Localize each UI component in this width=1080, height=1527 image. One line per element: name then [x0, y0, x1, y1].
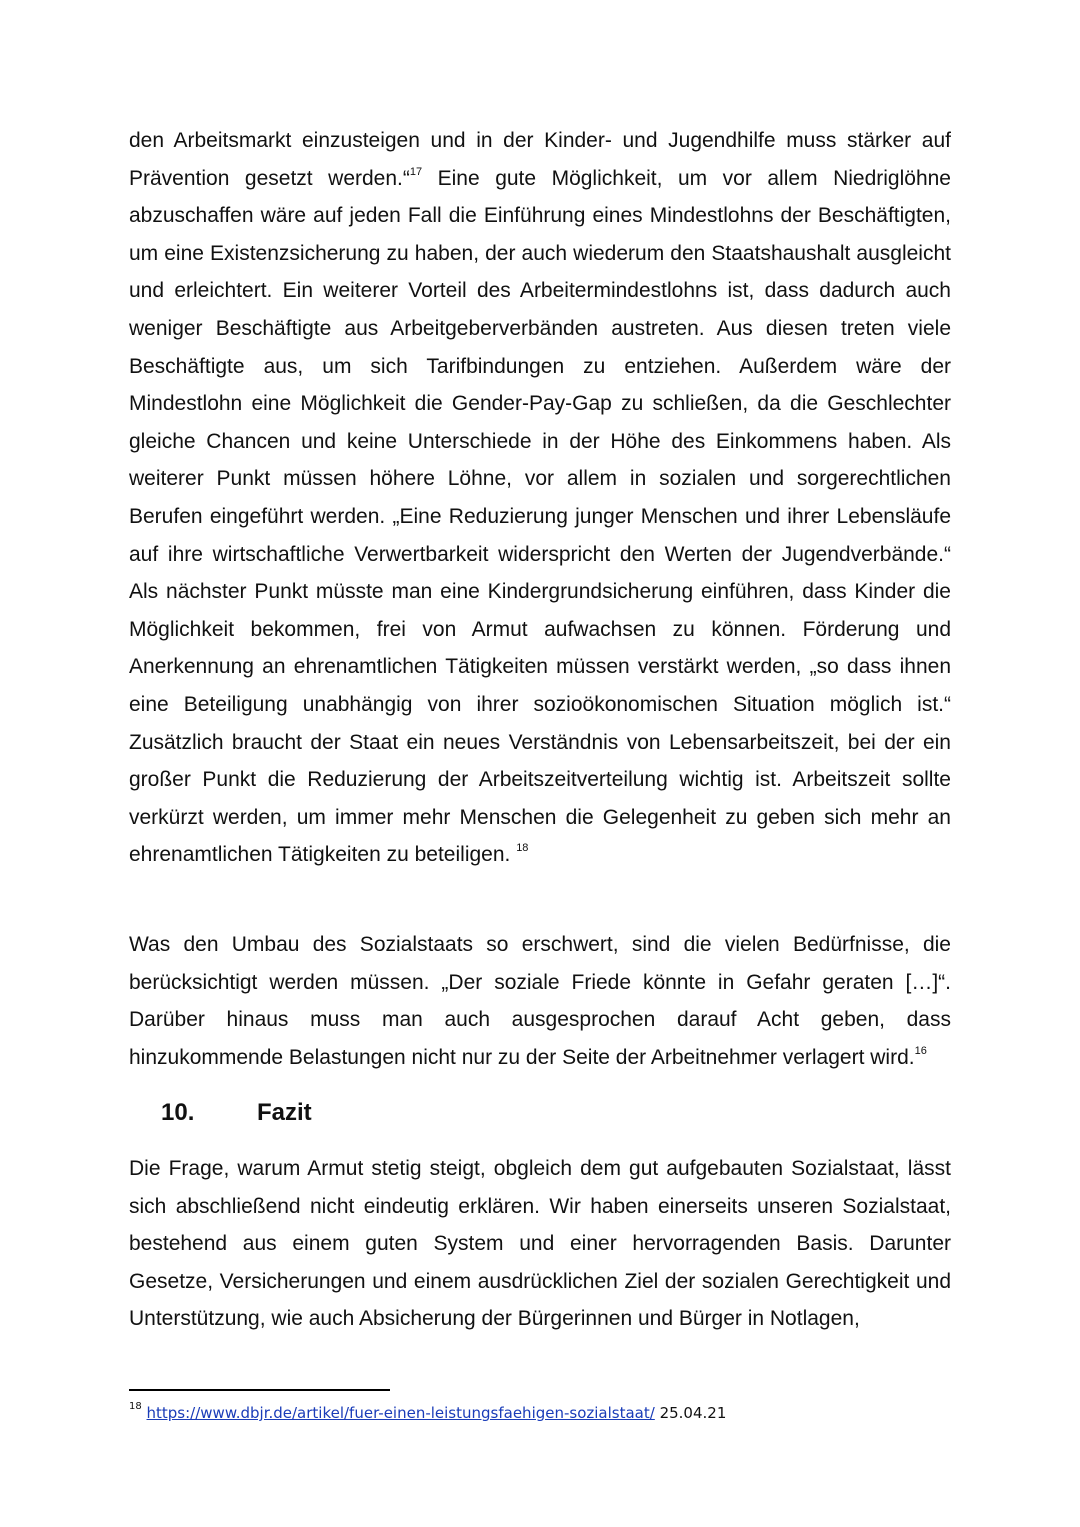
footnote-marker: 16 [914, 1044, 927, 1057]
paragraph-text: Die Frage, warum Armut stetig steigt, obgleich dem gut aufgebauten Sozialstaat, lässt sich abschließend nicht eindeutig erklären. Wir haben einerseits unseren Sozialstaat, bestehend aus einem guten System und einer hervorragenden Basis. Darunter Gesetze, Versicherungen und einem ausdrücklichen Ziel der sozialen Gerechtigkeit und Unterstützung, wie auch Absicherung der Bürgerinnen und Bürger in Notlagen, [129, 1157, 951, 1331]
footnote [129, 1400, 726, 1426]
section-heading [161, 1094, 312, 1132]
footnote-link[interactable]: https://www.dbjr.de/artikel/fuer-einen-leistungsfaehigen-sozialstaat/ [146, 1404, 655, 1422]
section-number: 10. [161, 1099, 195, 1126]
section-title: Fazit [257, 1099, 312, 1126]
paragraph-text: den Arbeitsmarkt einzusteigen und in der Kinder- und Jugendhilfe muss stärker auf Prävention gesetzt werden.“ [129, 129, 951, 190]
body-paragraph-restructuring [129, 926, 951, 1076]
body-paragraph-minimum-wage [129, 122, 951, 874]
footnote-divider [129, 1389, 390, 1391]
footnote-marker: 18 [516, 842, 529, 855]
footnote-number: 18 [129, 1401, 142, 1412]
body-paragraph-conclusion [129, 1150, 951, 1338]
footnote-marker: 17 [409, 165, 423, 178]
paragraph-text: Was den Umbau des Sozialstaats so erschwert, sind die vielen Bedürfnisse, die berücksichtigt werden müssen. „Der soziale Friede könnte in Gefahr geraten […]“. Darüber hinaus muss man auch ausgesprochen darauf Acht geben, dass hinzukommende Belastungen nicht nur zu der Seite der Arbeitnehmer verlagert wird. [129, 933, 951, 1069]
footnote-date: 25.04.21 [654, 1404, 727, 1422]
paragraph-text: Eine gute Möglichkeit, um vor allem Niedriglöhne abzuschaffen wäre auf jeden Fall die Einführung eines Mindestlohns der Beschäftigten, um eine Existenzsicherung zu haben, der auch wiederum den Staatshaushalt ausgleicht und erleichtert. Ein weiterer Vorteil des Arbeitermindestlohns ist, dass dadurch auch weniger Beschäftigte aus Arbeitgeberverbänden austreten. Aus diesen treten viele Beschäftigte aus, um sich Tarifbindungen zu entziehen. Außerdem wäre der Mindestlohn eine Möglichkeit die Gender-Pay-Gap zu schließen, da die Geschlechter gleiche Chancen und keine Unterschiede in der Höhe des Einkommens haben. Als weiterer Punkt müssen höhere Löhne, vor allem in sozialen und sorgerechtlichen Berufen eingeführt werden. „Eine Reduzierung junger Menschen und ihrer Lebensläufe auf ihre wirtschaftliche Verwertbarkeit widerspricht den Werten der Jugendverbände.“ Als nächster Punkt müsste man eine Kindergrundsicherung einführen, dass Kinder die Möglichkeit bekommen, frei von Armut aufwachsen zu können. Förderung und Anerkennung an ehrenamtlichen Tätigkeiten müssen verstärkt werden, „so dass ihnen eine Beteiligung unabhängig von ihrer sozioökonomischen Situation möglich ist.“ Zusätzlich braucht der Staat ein neues Verständnis von Lebensarbeitszeit, bei der ein großer Punkt die Reduzierung der Arbeitszeitverteilung wichtig ist. Arbeitszeit sollte verkürzt werden, um immer mehr Menschen die Gelegenheit zu geben sich mehr an ehrenamtlichen Tätigkeiten zu beteiligen. [129, 166, 951, 867]
